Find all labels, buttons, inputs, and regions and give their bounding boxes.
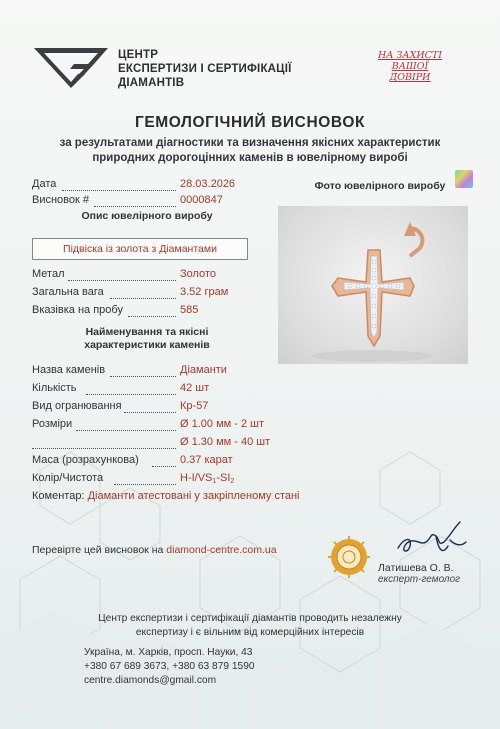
color-label: Колір/Чистота <box>32 472 104 484</box>
number-label: Висновок # <box>32 194 89 206</box>
sizes-label: Розміри <box>32 418 73 430</box>
stone-name-label: Назва каменів <box>32 364 106 376</box>
independence-line-2: експертизу і є вільним від комерційних інтересів <box>135 627 365 638</box>
contact-phones[interactable]: +380 67 689 3673, +380 63 879 1590 <box>84 661 255 672</box>
cross-pendant-icon <box>278 206 468 364</box>
verify-site-link[interactable]: diamond-centre.com.ua <box>166 544 277 556</box>
signature-icon <box>392 516 468 562</box>
document-title: ГЕМОЛОГІЧНИЙ ВИСНОВОК <box>134 114 366 131</box>
metal-dots <box>68 280 176 281</box>
color-value-main: H-I/VS <box>180 472 213 484</box>
subtitle-line-1: за результатами діагностики та визначення якісних характеристик <box>59 137 441 149</box>
count-label: Кількість <box>32 382 77 394</box>
organization-name <box>118 48 292 90</box>
number-dots <box>94 206 176 207</box>
org-name-line-1: ЦЕНТР <box>118 49 159 61</box>
fineness-label: Вказівка на пробу <box>32 304 123 316</box>
cut-label: Вид огранювання <box>32 400 122 412</box>
color-value-sub-2: 2 <box>230 478 235 485</box>
date-label: Дата <box>32 178 57 190</box>
independence-statement <box>60 612 440 640</box>
weight-value: 3.52 грам <box>180 286 229 298</box>
cut-value: Кр-57 <box>180 400 209 412</box>
stone-name-value: Діаманти <box>180 364 227 376</box>
org-name-line-3: ДІАМАНТІВ <box>118 77 185 89</box>
signer-name: Латишева О. В. <box>378 562 454 574</box>
date-dots <box>62 190 176 191</box>
size-value-2: Ø 1.30 мм - 40 шт <box>180 436 271 448</box>
signer-block <box>378 562 478 585</box>
sizes-dots-2 <box>32 448 176 449</box>
company-logo-icon <box>30 40 112 90</box>
sizes-dots <box>76 430 176 431</box>
contacts <box>84 646 255 688</box>
stamp-line-1: НА ЗАХИСТІ <box>377 50 443 61</box>
contact-address: Україна, м. Харків, просп. Науки, 43 <box>84 647 253 658</box>
count-value: 42 шт <box>180 382 210 394</box>
count-dots <box>86 394 176 395</box>
color-value-sub-1: 1 <box>212 478 217 485</box>
comment-label: Коментар: <box>32 490 85 502</box>
photo-caption: Фото ювелірного виробу <box>314 180 446 192</box>
stones-heading <box>32 326 262 352</box>
date-value: 28.03.2026 <box>180 178 236 190</box>
stones-heading-line-1: Найменування та якісні <box>85 326 209 338</box>
cut-dots <box>124 412 176 413</box>
stone-name-dots <box>110 376 176 377</box>
stones-heading-line-2: характеристики каменів <box>84 339 210 351</box>
fineness-value: 585 <box>180 304 199 316</box>
comment <box>32 490 300 502</box>
stamp-line-2: ВАШОЇ <box>391 61 429 72</box>
color-value-mid: -SI <box>216 472 231 484</box>
independence-line-1: Центр експертизи і сертифікації діамантів проводить незалежну <box>98 613 402 624</box>
document-subtitle <box>30 136 470 166</box>
weight-dots <box>110 298 176 299</box>
stamp-line-3: ДОВІРИ <box>389 72 431 83</box>
mass-value: 0.37 карат <box>180 454 233 466</box>
fineness-dots <box>128 316 176 317</box>
weight-label: Загальна вага <box>32 286 104 298</box>
metal-value: Золото <box>180 268 216 280</box>
verify-text: Перевірте цей висновок на <box>32 544 164 556</box>
size-value-1: Ø 1.00 мм - 2 шт <box>180 418 265 430</box>
jewelry-photo <box>278 206 468 364</box>
color-dots <box>114 484 176 485</box>
trust-stamp <box>368 50 452 92</box>
verify-line <box>32 544 277 556</box>
item-heading: Опис ювелірного виробу <box>81 210 213 222</box>
gold-seal-icon <box>328 536 370 578</box>
item-description: Підвіска із золота з Діамантами <box>32 238 248 260</box>
signer-role: експерт-гемолог <box>378 574 461 585</box>
metal-label: Метал <box>32 268 65 280</box>
org-name-line-2: ЕКСПЕРТИЗИ І СЕРТИФІКАЦІЇ <box>118 63 292 75</box>
color-value <box>180 472 234 485</box>
mass-label: Маса (розрахункова) <box>32 454 139 466</box>
contact-email[interactable]: centre.diamonds@gmail.com <box>84 675 217 686</box>
subtitle-line-2: природних дорогоцінних каменів в ювелірному виробі <box>92 152 408 164</box>
mass-dots <box>152 466 176 467</box>
number-value: 0000847 <box>180 194 223 206</box>
comment-value: Діаманти атестовані у закріпленому стані <box>87 490 300 502</box>
